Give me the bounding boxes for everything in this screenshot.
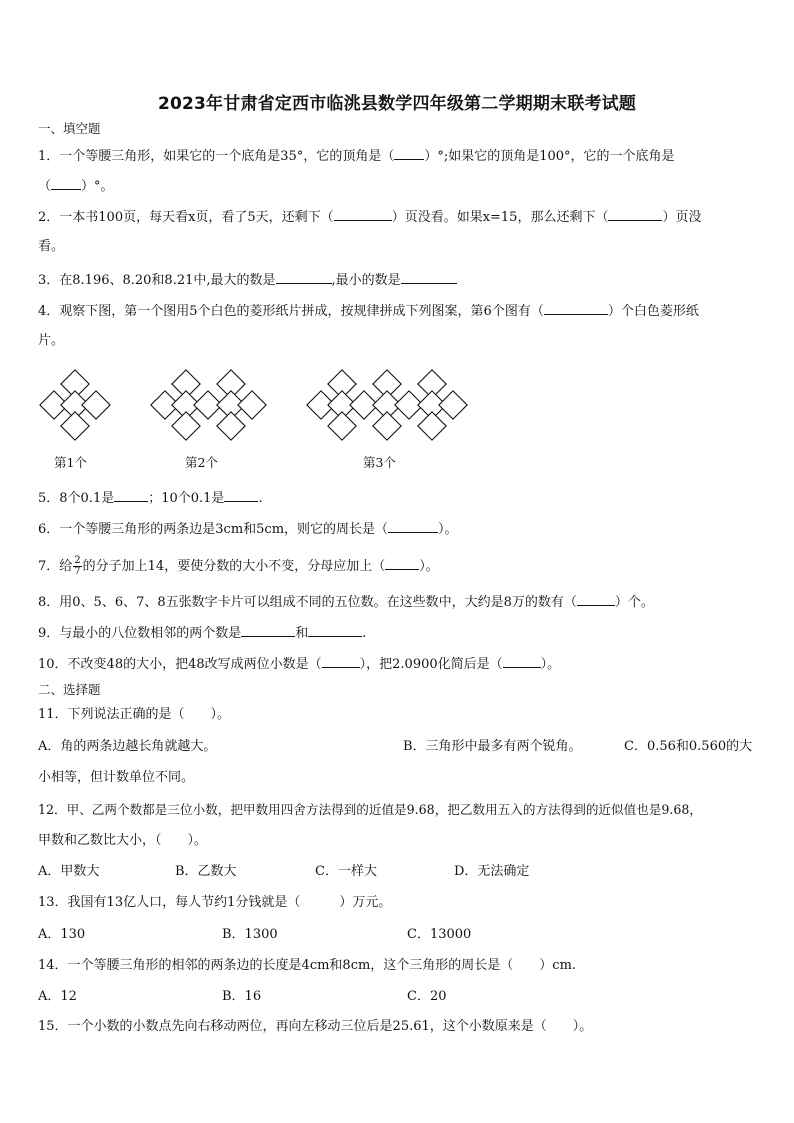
q12-option-a[interactable]: A．甲数大 — [38, 864, 100, 879]
q4-text-a: 4．观察下图，第一个图用5个白色的菱形纸片拼成，按规律拼成下列图案，第6个图有（ — [38, 304, 544, 319]
rhombus — [217, 412, 245, 440]
q7-blank-1[interactable] — [385, 557, 419, 570]
q1-text-b: ）°;如果它的顶角是100°，它的一个底角是 — [424, 149, 675, 164]
section-multiple-choice: 二、选择题 — [38, 682, 101, 697]
rhombus — [439, 391, 467, 419]
question-7 — [38, 556, 439, 577]
q6-text-b: ）。 — [438, 522, 458, 537]
q3-blank-1[interactable] — [276, 271, 332, 284]
diamond-pattern-figure — [0, 360, 794, 450]
q9-text-c: . — [362, 626, 367, 641]
question-12-cont: 甲数和乙数比大小，（ ）。 — [38, 833, 208, 848]
q11-option-c[interactable]: C．0.56和0.560的大 — [624, 739, 753, 754]
q11-option-c-cont: 小相等，但计数单位不同。 — [38, 770, 195, 785]
pattern-3 — [307, 370, 467, 440]
q9-text-b: 和 — [295, 626, 309, 641]
q5-blank-1[interactable] — [114, 489, 148, 502]
rhombus — [61, 412, 89, 440]
fraction-denominator: 7 — [74, 566, 81, 577]
page-title: 2023年甘肃省定西市临洮县数学四年级第二学期期末联考试题 — [157, 94, 637, 114]
question-5 — [38, 489, 263, 507]
question-4 — [38, 302, 699, 320]
question-12: 12．甲、乙两个数都是三位小数，把甲数用四舍方法得到的近值是9.68，把乙数用五入的方法得到的近似值也是9.68， — [38, 802, 703, 817]
q3-text-a: 3．在8.196、8.20和8.21中,最大的数是 — [38, 273, 276, 288]
q10-text-c: ）。 — [540, 657, 561, 672]
q9-blank-2[interactable] — [308, 624, 362, 637]
q12-option-d[interactable]: D．无法确定 — [454, 864, 530, 879]
q9-text-a: 9．与最小的八位数相邻的两个数是 — [38, 626, 242, 641]
q14-option-b[interactable]: B．16 — [222, 989, 262, 1004]
q5-text-a: 5．8个0.1是 — [38, 491, 115, 506]
fraction-numerator: 2 — [74, 555, 81, 566]
q1-text-d: ）°。 — [81, 179, 114, 194]
q7-text-c: ）。 — [419, 559, 439, 574]
question-2-cont: 看。 — [38, 239, 65, 254]
q11-option-b[interactable]: B．三角形中最多有两个锐角。 — [403, 739, 582, 754]
section-fill-in: 一、填空题 — [38, 121, 101, 136]
question-13: 13．我国有13亿人口，每人节约1分钱就是（ ）万元。 — [38, 895, 392, 910]
q8-blank-1[interactable] — [577, 593, 615, 606]
question-1 — [38, 147, 675, 165]
q13-option-a[interactable]: A．130 — [38, 927, 86, 942]
figure-caption-3: 第3个 — [363, 455, 396, 470]
q5-text-c: . — [258, 491, 263, 506]
q10-blank-1[interactable] — [322, 655, 360, 668]
question-10 — [38, 655, 560, 673]
q4-blank-1[interactable] — [544, 302, 608, 315]
rhombus — [172, 412, 200, 440]
q10-text-a: 10．不改变48的大小，把48改写成两位小数是（ — [38, 657, 322, 672]
q5-text-b: ；10个0.1是 — [148, 491, 225, 506]
q5-blank-2[interactable] — [224, 489, 258, 502]
q12-option-b[interactable]: B．乙数大 — [175, 864, 237, 879]
q2-blank-2[interactable] — [608, 208, 662, 221]
figure-caption-2: 第2个 — [185, 455, 218, 470]
q7-text-a: 7．给 — [38, 559, 73, 574]
q14-option-c[interactable]: C．20 — [407, 989, 447, 1004]
q6-text-a: 6．一个等腰三角形的两条边是3cm和5cm，则它的周长是（ — [38, 522, 389, 537]
rhombus — [238, 391, 266, 419]
question-14: 14．一个等腰三角形的相邻的两条边的长度是4cm和8cm，这个三角形的周长是（ ）cm. — [38, 958, 577, 973]
rhombus — [328, 412, 356, 440]
q13-option-b[interactable]: B．1300 — [222, 927, 278, 942]
q7-text-b: 的分子加上14，要使分数的大小不变，分母应加上（ — [82, 559, 386, 574]
question-3 — [38, 271, 457, 289]
q2-text-a: 2．一本书100页，每天看x页，看了5天，还剩下（ — [38, 210, 334, 225]
q1-text-a: 1．一个等腰三角形，如果它的一个底角是35°，它的顶角是（ — [38, 149, 395, 164]
rhombus — [82, 391, 110, 419]
pattern-1 — [40, 370, 110, 440]
rhombus — [373, 412, 401, 440]
figure-caption-1: 第1个 — [54, 455, 87, 470]
q2-text-b: ）页没看。如果x=15，那么还剩下（ — [391, 210, 609, 225]
question-11: 11．下列说法正确的是（ ）。 — [38, 707, 231, 722]
q10-text-b: ），把2.0900化简后是（ — [359, 657, 503, 672]
q4-text-b: ）个白色菱形纸 — [607, 304, 699, 319]
q8-text-b: ）个。 — [614, 595, 654, 610]
question-1-cont — [38, 177, 114, 195]
q14-option-a[interactable]: A．12 — [38, 989, 77, 1004]
q3-text-b: ,最小的数是 — [331, 273, 401, 288]
question-8 — [38, 593, 654, 611]
q2-blank-1[interactable] — [334, 208, 392, 221]
q10-blank-2[interactable] — [503, 655, 541, 668]
q9-blank-1[interactable] — [241, 624, 295, 637]
rhombus — [418, 412, 446, 440]
q1-blank-2[interactable] — [51, 177, 81, 190]
pattern-2 — [151, 370, 266, 440]
question-15: 15．一个小数的小数点先向右移动两位，再向左移动三位后是25.61，这个小数原来是（ ）。 — [38, 1019, 593, 1034]
question-6 — [38, 520, 458, 538]
q1-text-c: （ — [38, 179, 52, 194]
q12-option-c[interactable]: C．一样大 — [315, 864, 377, 879]
q13-option-c[interactable]: C．13000 — [407, 927, 472, 942]
question-9 — [38, 624, 366, 642]
q11-option-a[interactable]: A．角的两条边越长角就越大。 — [38, 739, 217, 754]
q6-blank-1[interactable] — [388, 520, 438, 533]
q2-text-c: ）页没 — [662, 210, 702, 225]
q3-blank-2[interactable] — [401, 271, 457, 284]
question-4-cont: 片。 — [38, 333, 65, 348]
q8-text-a: 8．用0、5、6、7、8五张数字卡片可以组成不同的五位数。在这些数中，大约是8万的数有（ — [38, 595, 577, 610]
q1-blank-1[interactable] — [394, 147, 424, 160]
fraction-two-sevenths — [73, 556, 81, 577]
question-2 — [38, 208, 701, 226]
